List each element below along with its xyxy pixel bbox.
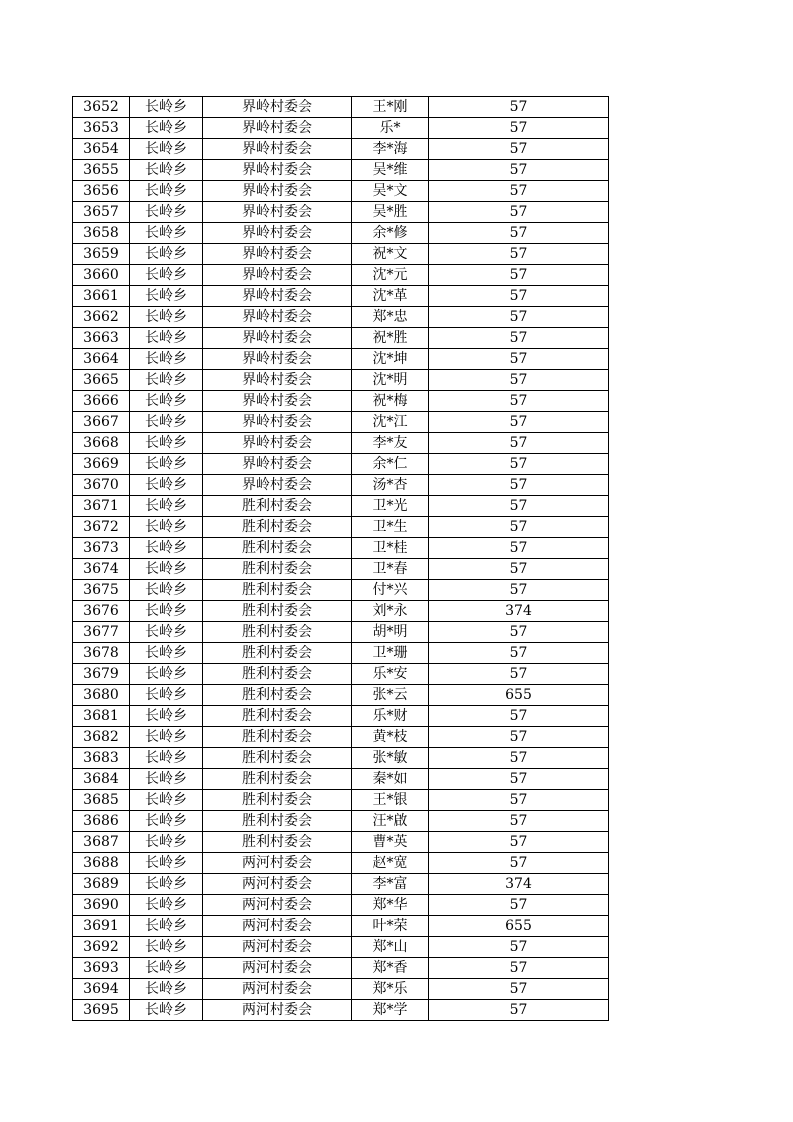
name-cell: 李*海 bbox=[352, 139, 429, 160]
township-cell: 长岭乡 bbox=[130, 937, 203, 958]
township-cell: 长岭乡 bbox=[130, 412, 203, 433]
row-number-cell: 3659 bbox=[73, 244, 130, 265]
village-committee-cell: 界岭村委会 bbox=[203, 412, 352, 433]
row-number-cell: 3677 bbox=[73, 622, 130, 643]
amount-cell: 57 bbox=[429, 202, 609, 223]
row-number-cell: 3683 bbox=[73, 748, 130, 769]
table-row bbox=[73, 97, 609, 118]
township-cell: 长岭乡 bbox=[130, 958, 203, 979]
amount-cell: 655 bbox=[429, 916, 609, 937]
village-committee-cell: 两河村委会 bbox=[203, 937, 352, 958]
village-committee-cell: 两河村委会 bbox=[203, 1000, 352, 1021]
amount-cell: 57 bbox=[429, 748, 609, 769]
amount-cell: 57 bbox=[429, 538, 609, 559]
amount-cell: 57 bbox=[429, 244, 609, 265]
amount-cell: 57 bbox=[429, 895, 609, 916]
row-number-cell: 3662 bbox=[73, 307, 130, 328]
table-row bbox=[73, 958, 609, 979]
row-number-cell: 3657 bbox=[73, 202, 130, 223]
amount-cell: 57 bbox=[429, 139, 609, 160]
amount-cell: 57 bbox=[429, 853, 609, 874]
village-committee-cell: 界岭村委会 bbox=[203, 286, 352, 307]
township-cell: 长岭乡 bbox=[130, 580, 203, 601]
village-committee-cell: 胜利村委会 bbox=[203, 517, 352, 538]
row-number-cell: 3693 bbox=[73, 958, 130, 979]
name-cell: 沈*江 bbox=[352, 412, 429, 433]
table-row bbox=[73, 118, 609, 139]
table-row bbox=[73, 769, 609, 790]
amount-cell: 57 bbox=[429, 391, 609, 412]
township-cell: 长岭乡 bbox=[130, 811, 203, 832]
amount-cell: 57 bbox=[429, 223, 609, 244]
township-cell: 长岭乡 bbox=[130, 454, 203, 475]
township-cell: 长岭乡 bbox=[130, 664, 203, 685]
township-cell: 长岭乡 bbox=[130, 622, 203, 643]
village-committee-cell: 界岭村委会 bbox=[203, 475, 352, 496]
name-cell: 卫*珊 bbox=[352, 643, 429, 664]
township-cell: 长岭乡 bbox=[130, 160, 203, 181]
amount-cell: 57 bbox=[429, 475, 609, 496]
name-cell: 乐*安 bbox=[352, 664, 429, 685]
row-number-cell: 3682 bbox=[73, 727, 130, 748]
amount-cell: 57 bbox=[429, 349, 609, 370]
township-cell: 长岭乡 bbox=[130, 265, 203, 286]
row-number-cell: 3690 bbox=[73, 895, 130, 916]
amount-cell: 57 bbox=[429, 1000, 609, 1021]
name-cell: 刘*永 bbox=[352, 601, 429, 622]
row-number-cell: 3654 bbox=[73, 139, 130, 160]
name-cell: 祝*梅 bbox=[352, 391, 429, 412]
name-cell: 郑*学 bbox=[352, 1000, 429, 1021]
township-cell: 长岭乡 bbox=[130, 643, 203, 664]
table-row bbox=[73, 937, 609, 958]
village-committee-cell: 胜利村委会 bbox=[203, 559, 352, 580]
name-cell: 乐*财 bbox=[352, 706, 429, 727]
amount-cell: 57 bbox=[429, 664, 609, 685]
township-cell: 长岭乡 bbox=[130, 874, 203, 895]
village-committee-cell: 界岭村委会 bbox=[203, 160, 352, 181]
table-row bbox=[73, 664, 609, 685]
name-cell: 汤*杏 bbox=[352, 475, 429, 496]
table-row bbox=[73, 454, 609, 475]
row-number-cell: 3670 bbox=[73, 475, 130, 496]
name-cell: 张*敏 bbox=[352, 748, 429, 769]
township-cell: 长岭乡 bbox=[130, 895, 203, 916]
amount-cell: 57 bbox=[429, 958, 609, 979]
row-number-cell: 3688 bbox=[73, 853, 130, 874]
name-cell: 沈*元 bbox=[352, 265, 429, 286]
amount-cell: 57 bbox=[429, 454, 609, 475]
row-number-cell: 3681 bbox=[73, 706, 130, 727]
village-committee-cell: 界岭村委会 bbox=[203, 202, 352, 223]
table-row bbox=[73, 643, 609, 664]
amount-cell: 57 bbox=[429, 118, 609, 139]
amount-cell: 57 bbox=[429, 328, 609, 349]
amount-cell: 57 bbox=[429, 979, 609, 1000]
village-committee-cell: 两河村委会 bbox=[203, 916, 352, 937]
row-number-cell: 3658 bbox=[73, 223, 130, 244]
row-number-cell: 3674 bbox=[73, 559, 130, 580]
row-number-cell: 3691 bbox=[73, 916, 130, 937]
name-cell: 沈*坤 bbox=[352, 349, 429, 370]
township-cell: 长岭乡 bbox=[130, 307, 203, 328]
table-row bbox=[73, 853, 609, 874]
township-cell: 长岭乡 bbox=[130, 769, 203, 790]
table-row bbox=[73, 349, 609, 370]
table-row bbox=[73, 265, 609, 286]
township-cell: 长岭乡 bbox=[130, 328, 203, 349]
township-cell: 长岭乡 bbox=[130, 286, 203, 307]
name-cell: 祝*文 bbox=[352, 244, 429, 265]
township-cell: 长岭乡 bbox=[130, 559, 203, 580]
table-row bbox=[73, 832, 609, 853]
village-committee-cell: 界岭村委会 bbox=[203, 265, 352, 286]
name-cell: 付*兴 bbox=[352, 580, 429, 601]
name-cell: 祝*胜 bbox=[352, 328, 429, 349]
amount-cell: 57 bbox=[429, 706, 609, 727]
row-number-cell: 3685 bbox=[73, 790, 130, 811]
village-committee-cell: 胜利村委会 bbox=[203, 748, 352, 769]
village-committee-cell: 界岭村委会 bbox=[203, 454, 352, 475]
table-row bbox=[73, 517, 609, 538]
amount-cell: 57 bbox=[429, 496, 609, 517]
amount-cell: 374 bbox=[429, 601, 609, 622]
name-cell: 卫*桂 bbox=[352, 538, 429, 559]
name-cell: 郑*华 bbox=[352, 895, 429, 916]
name-cell: 秦*如 bbox=[352, 769, 429, 790]
name-cell: 卫*春 bbox=[352, 559, 429, 580]
township-cell: 长岭乡 bbox=[130, 202, 203, 223]
township-cell: 长岭乡 bbox=[130, 748, 203, 769]
township-cell: 长岭乡 bbox=[130, 832, 203, 853]
row-number-cell: 3653 bbox=[73, 118, 130, 139]
township-cell: 长岭乡 bbox=[130, 916, 203, 937]
name-cell: 沈*革 bbox=[352, 286, 429, 307]
village-committee-cell: 界岭村委会 bbox=[203, 244, 352, 265]
name-cell: 赵*宽 bbox=[352, 853, 429, 874]
row-number-cell: 3675 bbox=[73, 580, 130, 601]
table-row bbox=[73, 370, 609, 391]
township-cell: 长岭乡 bbox=[130, 979, 203, 1000]
amount-cell: 655 bbox=[429, 685, 609, 706]
amount-cell: 57 bbox=[429, 643, 609, 664]
table-row bbox=[73, 538, 609, 559]
village-committee-cell: 界岭村委会 bbox=[203, 391, 352, 412]
village-committee-cell: 两河村委会 bbox=[203, 958, 352, 979]
table-row bbox=[73, 685, 609, 706]
amount-cell: 57 bbox=[429, 790, 609, 811]
table-row bbox=[73, 328, 609, 349]
village-committee-cell: 两河村委会 bbox=[203, 874, 352, 895]
amount-cell: 57 bbox=[429, 307, 609, 328]
table-row bbox=[73, 139, 609, 160]
row-number-cell: 3676 bbox=[73, 601, 130, 622]
row-number-cell: 3666 bbox=[73, 391, 130, 412]
row-number-cell: 3678 bbox=[73, 643, 130, 664]
amount-cell: 57 bbox=[429, 769, 609, 790]
township-cell: 长岭乡 bbox=[130, 139, 203, 160]
township-cell: 长岭乡 bbox=[130, 97, 203, 118]
table-row bbox=[73, 1000, 609, 1021]
amount-cell: 374 bbox=[429, 874, 609, 895]
name-cell: 吴*胜 bbox=[352, 202, 429, 223]
village-committee-cell: 胜利村委会 bbox=[203, 685, 352, 706]
row-number-cell: 3656 bbox=[73, 181, 130, 202]
village-committee-cell: 胜利村委会 bbox=[203, 643, 352, 664]
township-cell: 长岭乡 bbox=[130, 433, 203, 454]
village-committee-cell: 胜利村委会 bbox=[203, 580, 352, 601]
roster-table bbox=[72, 96, 609, 1021]
name-cell: 郑*山 bbox=[352, 937, 429, 958]
amount-cell: 57 bbox=[429, 181, 609, 202]
village-committee-cell: 界岭村委会 bbox=[203, 349, 352, 370]
name-cell: 黄*枝 bbox=[352, 727, 429, 748]
table-row bbox=[73, 916, 609, 937]
village-committee-cell: 胜利村委会 bbox=[203, 664, 352, 685]
name-cell: 沈*明 bbox=[352, 370, 429, 391]
table-row bbox=[73, 181, 609, 202]
village-committee-cell: 界岭村委会 bbox=[203, 370, 352, 391]
row-number-cell: 3684 bbox=[73, 769, 130, 790]
row-number-cell: 3695 bbox=[73, 1000, 130, 1021]
table-row bbox=[73, 496, 609, 517]
township-cell: 长岭乡 bbox=[130, 244, 203, 265]
name-cell: 李*友 bbox=[352, 433, 429, 454]
table-row bbox=[73, 223, 609, 244]
township-cell: 长岭乡 bbox=[130, 853, 203, 874]
village-committee-cell: 胜利村委会 bbox=[203, 811, 352, 832]
row-number-cell: 3692 bbox=[73, 937, 130, 958]
village-committee-cell: 两河村委会 bbox=[203, 895, 352, 916]
name-cell: 卫*生 bbox=[352, 517, 429, 538]
row-number-cell: 3672 bbox=[73, 517, 130, 538]
name-cell: 郑*忠 bbox=[352, 307, 429, 328]
name-cell: 汪*啟 bbox=[352, 811, 429, 832]
village-committee-cell: 胜利村委会 bbox=[203, 601, 352, 622]
amount-cell: 57 bbox=[429, 412, 609, 433]
village-committee-cell: 两河村委会 bbox=[203, 979, 352, 1000]
village-committee-cell: 界岭村委会 bbox=[203, 433, 352, 454]
amount-cell: 57 bbox=[429, 433, 609, 454]
table-row bbox=[73, 874, 609, 895]
township-cell: 长岭乡 bbox=[130, 685, 203, 706]
township-cell: 长岭乡 bbox=[130, 370, 203, 391]
name-cell: 余*修 bbox=[352, 223, 429, 244]
amount-cell: 57 bbox=[429, 937, 609, 958]
table-row bbox=[73, 580, 609, 601]
table-row bbox=[73, 475, 609, 496]
village-committee-cell: 胜利村委会 bbox=[203, 769, 352, 790]
village-committee-cell: 界岭村委会 bbox=[203, 181, 352, 202]
table-row bbox=[73, 433, 609, 454]
row-number-cell: 3660 bbox=[73, 265, 130, 286]
table-row bbox=[73, 706, 609, 727]
amount-cell: 57 bbox=[429, 622, 609, 643]
row-number-cell: 3671 bbox=[73, 496, 130, 517]
table-row bbox=[73, 895, 609, 916]
name-cell: 李*富 bbox=[352, 874, 429, 895]
amount-cell: 57 bbox=[429, 559, 609, 580]
village-committee-cell: 胜利村委会 bbox=[203, 538, 352, 559]
village-committee-cell: 胜利村委会 bbox=[203, 832, 352, 853]
table-row bbox=[73, 622, 609, 643]
amount-cell: 57 bbox=[429, 265, 609, 286]
name-cell: 卫*光 bbox=[352, 496, 429, 517]
table-row bbox=[73, 244, 609, 265]
village-committee-cell: 界岭村委会 bbox=[203, 118, 352, 139]
name-cell: 曹*英 bbox=[352, 832, 429, 853]
table-row bbox=[73, 727, 609, 748]
table-row bbox=[73, 286, 609, 307]
name-cell: 王*银 bbox=[352, 790, 429, 811]
table-row bbox=[73, 790, 609, 811]
amount-cell: 57 bbox=[429, 286, 609, 307]
township-cell: 长岭乡 bbox=[130, 601, 203, 622]
row-number-cell: 3652 bbox=[73, 97, 130, 118]
table-row bbox=[73, 202, 609, 223]
township-cell: 长岭乡 bbox=[130, 391, 203, 412]
table-row bbox=[73, 979, 609, 1000]
township-cell: 长岭乡 bbox=[130, 496, 203, 517]
name-cell: 郑*香 bbox=[352, 958, 429, 979]
row-number-cell: 3669 bbox=[73, 454, 130, 475]
township-cell: 长岭乡 bbox=[130, 790, 203, 811]
township-cell: 长岭乡 bbox=[130, 181, 203, 202]
table-row bbox=[73, 412, 609, 433]
village-committee-cell: 界岭村委会 bbox=[203, 328, 352, 349]
row-number-cell: 3689 bbox=[73, 874, 130, 895]
table-row bbox=[73, 160, 609, 181]
row-number-cell: 3665 bbox=[73, 370, 130, 391]
township-cell: 长岭乡 bbox=[130, 538, 203, 559]
name-cell: 郑*乐 bbox=[352, 979, 429, 1000]
township-cell: 长岭乡 bbox=[130, 223, 203, 244]
township-cell: 长岭乡 bbox=[130, 118, 203, 139]
name-cell: 叶*荣 bbox=[352, 916, 429, 937]
name-cell: 吴*文 bbox=[352, 181, 429, 202]
name-cell: 胡*明 bbox=[352, 622, 429, 643]
village-committee-cell: 胜利村委会 bbox=[203, 496, 352, 517]
row-number-cell: 3694 bbox=[73, 979, 130, 1000]
amount-cell: 57 bbox=[429, 517, 609, 538]
table-row bbox=[73, 811, 609, 832]
row-number-cell: 3664 bbox=[73, 349, 130, 370]
row-number-cell: 3663 bbox=[73, 328, 130, 349]
village-committee-cell: 界岭村委会 bbox=[203, 97, 352, 118]
amount-cell: 57 bbox=[429, 580, 609, 601]
row-number-cell: 3679 bbox=[73, 664, 130, 685]
row-number-cell: 3673 bbox=[73, 538, 130, 559]
row-number-cell: 3661 bbox=[73, 286, 130, 307]
township-cell: 长岭乡 bbox=[130, 475, 203, 496]
township-cell: 长岭乡 bbox=[130, 349, 203, 370]
amount-cell: 57 bbox=[429, 97, 609, 118]
row-number-cell: 3667 bbox=[73, 412, 130, 433]
village-committee-cell: 胜利村委会 bbox=[203, 727, 352, 748]
amount-cell: 57 bbox=[429, 160, 609, 181]
name-cell: 王*刚 bbox=[352, 97, 429, 118]
village-committee-cell: 界岭村委会 bbox=[203, 139, 352, 160]
table-row bbox=[73, 748, 609, 769]
amount-cell: 57 bbox=[429, 727, 609, 748]
township-cell: 长岭乡 bbox=[130, 1000, 203, 1021]
row-number-cell: 3680 bbox=[73, 685, 130, 706]
table-row bbox=[73, 391, 609, 412]
village-committee-cell: 界岭村委会 bbox=[203, 307, 352, 328]
amount-cell: 57 bbox=[429, 832, 609, 853]
township-cell: 长岭乡 bbox=[130, 517, 203, 538]
amount-cell: 57 bbox=[429, 811, 609, 832]
row-number-cell: 3655 bbox=[73, 160, 130, 181]
township-cell: 长岭乡 bbox=[130, 706, 203, 727]
village-committee-cell: 界岭村委会 bbox=[203, 223, 352, 244]
roster-table-body bbox=[73, 97, 609, 1021]
amount-cell: 57 bbox=[429, 370, 609, 391]
name-cell: 乐* bbox=[352, 118, 429, 139]
table-row bbox=[73, 307, 609, 328]
township-cell: 长岭乡 bbox=[130, 727, 203, 748]
row-number-cell: 3668 bbox=[73, 433, 130, 454]
village-committee-cell: 胜利村委会 bbox=[203, 622, 352, 643]
village-committee-cell: 胜利村委会 bbox=[203, 790, 352, 811]
village-committee-cell: 两河村委会 bbox=[203, 853, 352, 874]
name-cell: 余*仁 bbox=[352, 454, 429, 475]
village-committee-cell: 胜利村委会 bbox=[203, 706, 352, 727]
row-number-cell: 3686 bbox=[73, 811, 130, 832]
row-number-cell: 3687 bbox=[73, 832, 130, 853]
name-cell: 吴*维 bbox=[352, 160, 429, 181]
name-cell: 张*云 bbox=[352, 685, 429, 706]
table-row bbox=[73, 559, 609, 580]
table-row bbox=[73, 601, 609, 622]
